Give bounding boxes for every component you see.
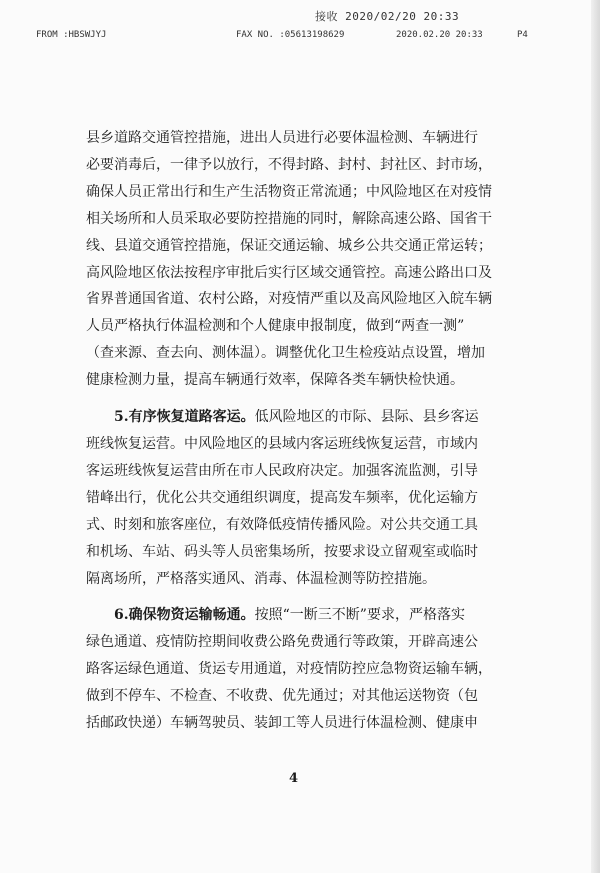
text-line: 省界普通国省道、农村公路，对疫情严重以及高风险地区入皖车辆 bbox=[86, 291, 492, 308]
document-body bbox=[86, 125, 526, 737]
text-fragment: 低风险地区的市际、县际、县乡客运 bbox=[254, 409, 479, 426]
text-line: 县乡道路交通管控措施，进出人员进行必要体温检测、车辆进行 bbox=[86, 130, 478, 146]
paragraph-material-transport bbox=[86, 602, 526, 737]
text-line bbox=[86, 404, 526, 431]
text-line: 路客运绿色通道、货运专用通道，对疫情防控应急物资运输车辆， bbox=[86, 661, 492, 678]
fax-header bbox=[0, 30, 600, 46]
scan-edge bbox=[591, 0, 600, 873]
paragraph-gap bbox=[86, 394, 526, 404]
text-line: 括邮政快递）车辆驾驶员、装卸工等人员进行体温检测、健康申 bbox=[86, 715, 478, 732]
page-number: 4 bbox=[289, 771, 299, 786]
paragraph-transport-control bbox=[86, 125, 526, 394]
text-line: 错峰出行，优化公共交通组织调度，提高发车频率，优化运输方 bbox=[86, 489, 478, 506]
text-fragment: 按照“一断三不断”要求，严格落实 bbox=[254, 607, 465, 624]
text-line: 做到不停车、不检查、不收费、优先通过；对其他运送物资（包 bbox=[86, 688, 478, 705]
text-line: 绿色通道、疫情防控期间收费公路免费通行等政策，开辟高速公 bbox=[86, 634, 478, 651]
text-line: 式、时刻和旅客座位，有效降低疫情传播风险。对公共交通工具 bbox=[86, 516, 478, 533]
section-heading: 5.有序恢复道路客运。 bbox=[114, 409, 255, 426]
text-line bbox=[86, 602, 526, 629]
fax-number: FAX NO. :05613198629 bbox=[236, 30, 345, 40]
fax-page: P4 bbox=[517, 30, 528, 40]
text-line: 班线恢复运营。中风险地区的县域内客运班线恢复运营，市域内 bbox=[86, 435, 478, 452]
text-line: 隔离场所，严格落实通风、消毒、体温检测等防控措施。 bbox=[86, 570, 436, 587]
text-line: 高风险地区依法按程序审批后实行区域交通管控。高速公路出口及 bbox=[86, 264, 492, 281]
text-line: 健康检测力量，提高车辆通行效率，保障各类车辆快检快通。 bbox=[86, 372, 464, 389]
text-line: （查来源、查去向、测体温）。调整优化卫生检疫站点设置，增加 bbox=[86, 345, 485, 362]
text-line: 线、县道交通管控措施，保证交通运输、城乡公共交通正常运转； bbox=[86, 237, 492, 254]
text-line: 相关场所和人员采取必要防控措施的同时，解除高速公路、国省干 bbox=[86, 210, 492, 227]
text-line: 必要消毒后，一律予以放行，不得封路、封村、封社区、封市场， bbox=[86, 156, 492, 173]
text-line: 客运班线恢复运营由所在市人民政府决定。加强客流监测，引导 bbox=[86, 462, 478, 479]
fax-received-stamp: 接收 2020/02/20 20:33 bbox=[315, 10, 460, 23]
paragraph-gap bbox=[86, 592, 526, 602]
section-heading: 6.确保物资运输畅通。 bbox=[114, 607, 255, 624]
fax-from: FROM :HBSWJYJ bbox=[36, 30, 107, 40]
paragraph-passenger-transport bbox=[86, 404, 526, 592]
text-line: 人员严格执行体温检测和个人健康申报制度，做到“两查一测” bbox=[86, 318, 465, 335]
text-line: 和机场、车站、码头等人员密集场所，按要求设立留观室或临时 bbox=[86, 543, 478, 560]
fax-datetime: 2020.02.20 20:33 bbox=[396, 30, 483, 40]
text-line: 确保人员正常出行和生产生活物资正常流通；中风险地区在对疫情 bbox=[86, 183, 492, 200]
